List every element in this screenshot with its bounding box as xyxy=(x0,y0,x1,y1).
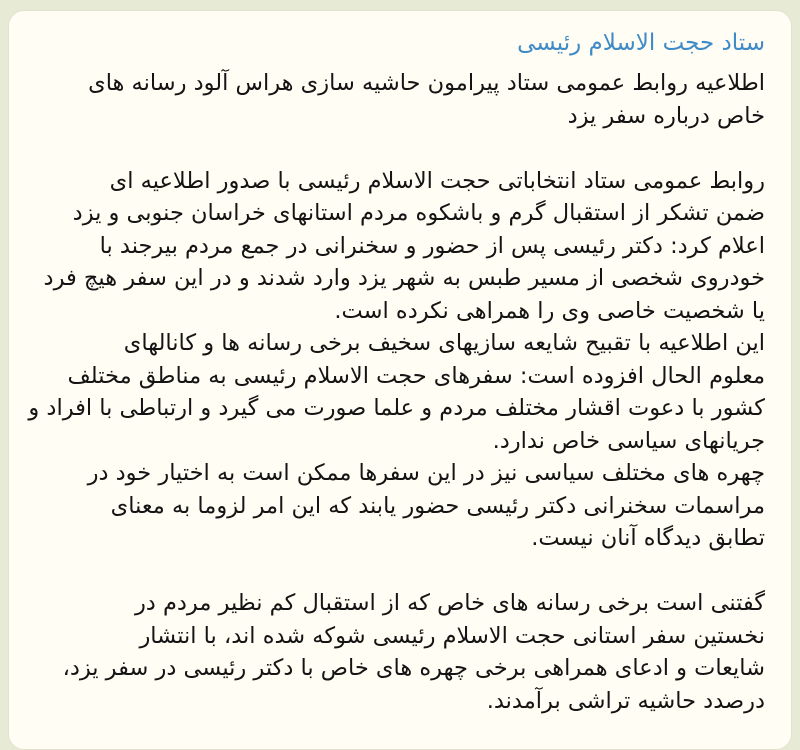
message-line: اطلاعیه روابط عمومی ستاد پیرامون حاشیه سازی هراس آلود رسانه های xyxy=(88,70,765,96)
paragraph-gap xyxy=(35,555,765,588)
message-line: جریانهای سیاسی خاص ندارد. xyxy=(492,427,765,454)
message-line: شایعات و ادعای همراهی برخی چهره های خاص با دکتر رئیسی در سفر یزد، xyxy=(62,655,765,681)
message-line: اعلام کرد: دکتر رئیسی پس از حضور و سخنرانی در جمع مردم بیرجند با xyxy=(99,232,765,259)
message-line: کشور با دعوت اقشار مختلف مردم و علما صورت می گیرد و ارتباطی با افراد و xyxy=(28,395,765,421)
message-line: ضمن تشکر از استقبال گرم و باشکوه مردم استانهای خراسان جنوبی و یزد xyxy=(72,200,765,226)
sender-name[interactable]: ستاد حجت الاسلام رئیسی xyxy=(517,30,765,56)
message-line: تطابق دیدگاه آنان نیست. xyxy=(531,525,765,551)
message-line: نخستین سفر استانی حجت الاسلام رئیسی شوکه شده اند، با انتشار xyxy=(139,622,765,649)
message-line: خاص درباره سفر یزد xyxy=(567,102,765,129)
paragraph-1 xyxy=(28,165,765,555)
message-line: معلوم الحال افزوده است: سفرهای حجت الاسلام رئیسی به مناطق مختلف xyxy=(67,362,765,389)
message-line: این اطلاعیه با تقبیح شایعه سازیهای سخیف برخی رسانه ها و کانالهای xyxy=(123,330,765,356)
message-line: یا شخصیت خاصی وی را همراهی نکرده است. xyxy=(334,297,765,324)
message-title xyxy=(35,67,765,132)
message-line: درصدد حاشیه تراشی برآمدند. xyxy=(486,687,765,714)
message-line: خودروی شخصی از مسیر طبس به شهر یزد وارد شدند و در این سفر هیچ فرد xyxy=(43,265,765,291)
message-bubble xyxy=(8,10,792,750)
message-line: روابط عمومی ستاد انتخاباتی حجت الاسلام رئیسی با صدور اطلاعیه ای xyxy=(109,167,765,194)
paragraph-2 xyxy=(35,587,765,717)
message-body xyxy=(28,67,765,717)
message-line: مراسمات سخنرانی دکتر رئیسی حضور یابند که این امر لزوما به معنای xyxy=(110,492,765,519)
message-line: چهره های مختلف سیاسی نیز در این سفرها ممکن است به اختیار خود در xyxy=(87,460,765,486)
message-line: گفتنی است برخی رسانه های خاص که از استقبال کم نظیر مردم در xyxy=(134,590,765,616)
paragraph-gap xyxy=(35,132,765,165)
